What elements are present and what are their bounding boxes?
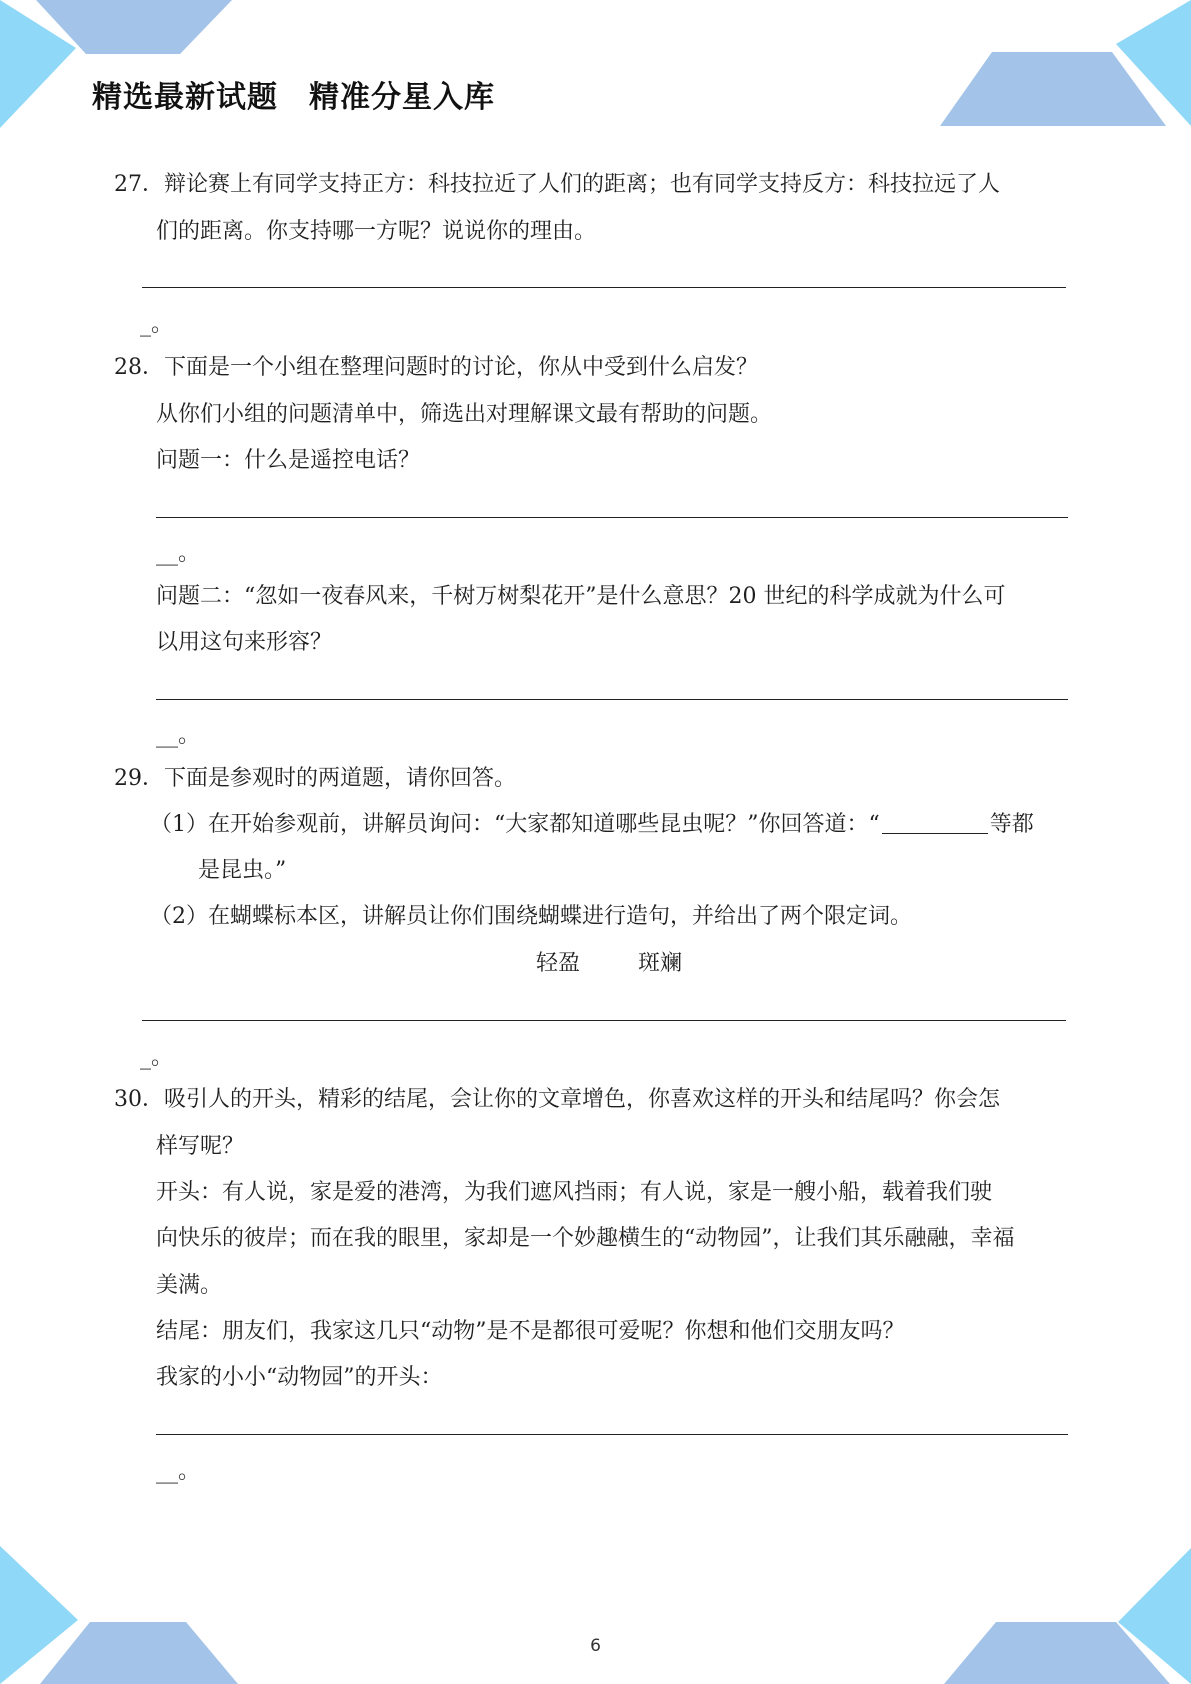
q29-sub1 [150, 811, 1034, 839]
q30-line7: 我家的小小“动物园”的开头： [156, 1365, 443, 1390]
q27-line2: 们的距离。你支持哪一方呢？说说你的理由。 [156, 219, 597, 244]
q27-line1: 27．辩论赛上有同学支持正方：科技拉近了人们的距离；也有同学支持反方：科技拉远了人 [114, 172, 1000, 197]
top-right-trapezoid [940, 52, 1166, 126]
q28-end1: __。 [156, 541, 201, 566]
q29-answer-line[interactable] [142, 1020, 1066, 1021]
q28-answer-line-2[interactable] [156, 699, 1068, 700]
q29-sub2: （2）在蝴蝶标本区，讲解员让你们围绕蝴蝶进行造句，并给出了两个限定词。 [150, 904, 912, 929]
q28-line1: 28．下面是一个小组在整理问题时的讨论，你从中受到什么启发？ [114, 355, 758, 380]
q28-answer-line-1[interactable] [156, 517, 1068, 518]
q29-sub1-blank[interactable] [882, 811, 988, 834]
q27-end: _。 [140, 312, 174, 337]
top-right-triangle [1116, 0, 1191, 126]
q30-line2: 样写呢？ [156, 1134, 245, 1159]
q30-line4: 向快乐的彼岸；而在我的眼里，家却是一个妙趣横生的“动物园”，让我们其乐融融，幸福 [156, 1226, 1015, 1251]
q28-line4: 问题二：“忽如一夜春风来，千树万树梨花开”是什么意思？20 世纪的科学成就为什么可 [156, 584, 1006, 609]
q28-line2: 从你们小组的问题清单中，筛选出对理解课文最有帮助的问题。 [156, 402, 773, 427]
q30-line6: 结尾：朋友们，我家这几只“动物”是不是都很可爱呢？你想和他们交朋友吗？ [156, 1319, 905, 1344]
bottom-right-triangle [1118, 1548, 1191, 1684]
q28-line3: 问题一：什么是遥控电话？ [156, 448, 421, 473]
q29-sub1-cont: 是昆虫。” [198, 858, 287, 883]
bottom-left-triangle [0, 1546, 78, 1684]
q30-end: __。 [156, 1459, 201, 1484]
q30-line1: 30．吸引人的开头，精彩的结尾，会让你的文章增色，你喜欢这样的开头和结尾吗？你会怎 [114, 1087, 1000, 1112]
page-number: 6 [590, 1636, 601, 1656]
q29-end: _。 [140, 1045, 174, 1070]
q29-word1: 轻盈 [536, 951, 581, 976]
top-left-triangle [0, 0, 76, 128]
q30-line3: 开头：有人说，家是爱的港湾，为我们遮风挡雨；有人说，家是一艘小船，载着我们驶 [156, 1180, 993, 1205]
q29-sub1-post: 等都 [989, 812, 1034, 837]
q30-line5: 美满。 [156, 1273, 223, 1298]
q29-sub1-pre: （1）在开始参观前，讲解员询问：“大家都知道哪些昆虫呢？”你回答道：“ [150, 812, 880, 837]
top-left-trapezoid [36, 0, 232, 54]
q29-line1: 29．下面是参观时的两道题，请你回答。 [114, 766, 516, 791]
header-title: 精选最新试题 精准分星入库 [92, 80, 495, 115]
q28-end2: __。 [156, 723, 201, 748]
q28-line5: 以用这句来形容？ [156, 630, 333, 655]
q29-word2: 斑斓 [638, 951, 683, 976]
q27-answer-line[interactable] [142, 287, 1066, 288]
q30-answer-line[interactable] [156, 1434, 1068, 1435]
